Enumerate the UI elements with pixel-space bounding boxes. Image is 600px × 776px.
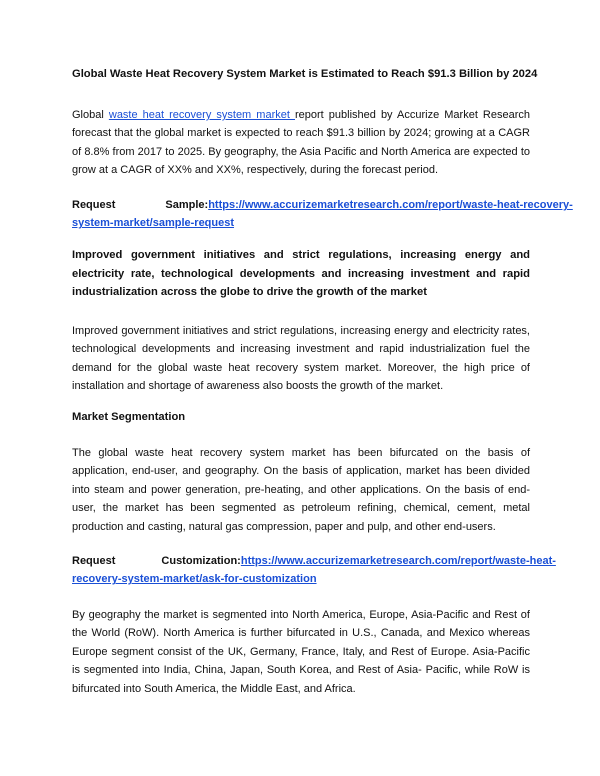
geography-paragraph: By geography the market is segmented into North America, Europe, Asia-Pacific and Rest of the World (RoW). North America is further bifurcated in U.S., Canada, and Mexico whereas Europe segment consist of the UK, Germany, France, Italy, and Rest of Europe. Asia-Pacific is segmented into India, China, Japan, South Korea, and Rest of Asia- Pacific, while RoW is bifurcated into South America, the Middle East, and Africa.: [72, 609, 530, 695]
sample-label-word2: Sample:: [165, 199, 209, 211]
page-title: Global Waste Heat Recovery System Market is Estimated to Reach $91.3 Billion by 2024: [72, 68, 538, 80]
market-report-link[interactable]: waste heat recovery system market: [108, 109, 295, 121]
customization-link-part2[interactable]: recovery-system-market/ask-for-customization: [72, 573, 317, 586]
customization-label-word2: Customization:: [161, 555, 241, 567]
customization-link-part1[interactable]: https://www.accurizemarketresearch.com/report/waste-heat-: [240, 555, 556, 567]
drivers-heading: Improved government initiatives and strict regulations, increasing energy and electricity rate, technological developments and increasing investment and rapid industrialization across the globe to drive the growth of the market: [72, 249, 530, 299]
sample-request-line-1: [72, 196, 573, 214]
drivers-paragraph: Improved government initiatives and strict regulations, increasing energy and electricity rates, technological developments and increasing investment and rapid industrialization fuel the demand for the global waste heat recovery system market. Moreover, the high price of installation and shortage of awareness also boosts the growth of the market.: [72, 325, 530, 393]
sample-label-word1: Request: [72, 199, 116, 211]
customization-request-line-2: [72, 570, 530, 588]
intro-suffix: report published by Accurize Market Research forecast that the global market is expected to reach $91.3 billion by 2024; growing at a CAGR of 8.8% from 2017 to 2025. By geography, the Asia Pacific and North America are expected to grow at a CAGR of XX% and XX%, respectively, during the forecast period.: [72, 109, 531, 177]
customization-label-word1: Request: [72, 555, 116, 567]
sample-request-link-part1[interactable]: https://www.accurizemarketresearch.com/report/waste-heat-recovery-: [208, 199, 573, 211]
sample-request-block: [72, 196, 573, 233]
sample-request-line-2: [72, 214, 530, 232]
customization-request-label: [72, 552, 241, 570]
intro-prefix: Global: [72, 109, 109, 121]
sample-request-link-part2[interactable]: system-market/sample-request: [72, 217, 235, 230]
segmentation-paragraph: The global waste heat recovery system market has been bifurcated on the basis of application, end-user, and geography. On the basis of application, market has been divided into steam and power generation, pre-heating, and other applications. On the basis of end-user, the market has been segmented as petroleum refining, chemical, cement, metal production and casting, natural gas compression, paper and pulp, and other end-users.: [72, 447, 530, 533]
sample-request-label: [72, 196, 208, 214]
customization-request-block: [72, 552, 556, 589]
intro-paragraph: [72, 106, 530, 180]
segmentation-heading: Market Segmentation: [72, 411, 186, 423]
customization-request-line-1: [72, 552, 556, 570]
